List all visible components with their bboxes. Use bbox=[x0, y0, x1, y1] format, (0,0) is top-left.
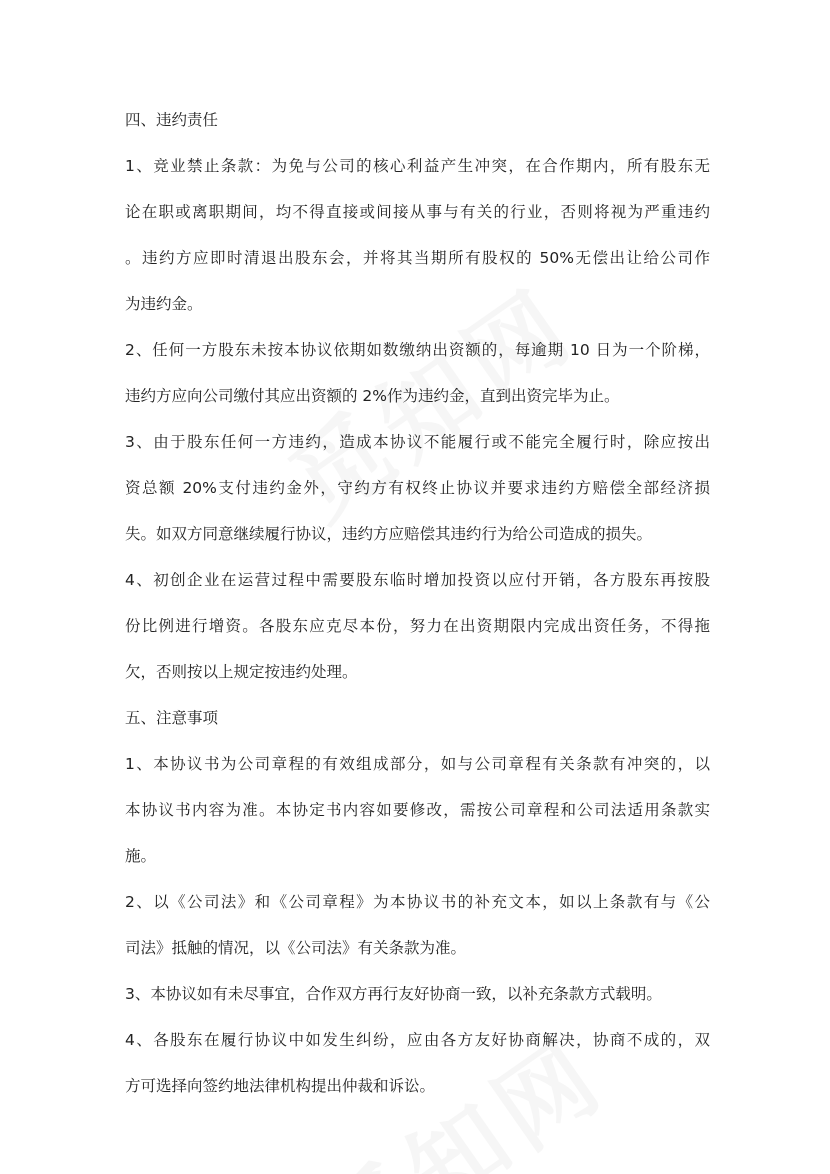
text-line: 欠，否则按以上规定按违约处理。 bbox=[125, 663, 358, 681]
text-line: 2、以《公司法》和《公司章程》为本协议书的补充文本，如以上条款有与《公 bbox=[125, 893, 710, 911]
text-line: 1、本协议书为公司章程的有效组成部分，如与公司章程有关条款有冲突的，以 bbox=[125, 755, 710, 773]
text-line: 违约方应向公司缴付其应出资额的 2%作为违约金，直到出资完毕为止。 bbox=[125, 387, 620, 405]
text-line: 1、竞业禁止条款：为免与公司的核心利益产生冲突，在合作期内，所有股东无 bbox=[125, 157, 710, 175]
text-line: 施。 bbox=[125, 847, 157, 865]
text-line: 3、本协议如有未尽事宜，合作双方再行友好协商一致，以补充条款方式载明。 bbox=[125, 985, 662, 1003]
text-line: 4、各股东在履行协议中如发生纠纷，应由各方友好协商解决，协商不成的，双 bbox=[125, 1031, 710, 1049]
section-heading-breach: 四、违约责任 bbox=[125, 111, 219, 129]
text-line: 论在职或离职期间，均不得直接或间接从事与有关的行业，否则将视为严重违约 bbox=[125, 203, 710, 221]
text-line: 份比例进行增资。各股东应克尽本份，努力在出资期限内完成出资任务，不得拖 bbox=[125, 617, 710, 635]
text-line: 本协议书内容为准。本协定书内容如要修改，需按公司章程和公司法适用条款实 bbox=[125, 801, 710, 819]
section-heading-notes: 五、注意事项 bbox=[125, 709, 219, 727]
text-line: 失。如双方同意继续履行协议，违约方应赔偿其违约行为给公司造成的损失。 bbox=[125, 525, 653, 543]
text-line: 。违约方应即时清退出股东会，并将其当期所有股权的 50%无偿出让给公司作 bbox=[125, 249, 710, 267]
text-line: 方可选择向签约地法律机构提出仲裁和诉讼。 bbox=[125, 1077, 436, 1095]
text-line: 3、由于股东任何一方违约，造成本协议不能履行或不能完全履行时，除应按出 bbox=[125, 433, 710, 451]
document-body bbox=[125, 108, 710, 1120]
text-line: 资总额 20%支付违约金外，守约方有权终止协议并要求违约方赔偿全部经济损 bbox=[125, 479, 710, 497]
text-line: 司法》抵触的情况，以《公司法》有关条款为准。 bbox=[125, 939, 467, 957]
text-line: 为违约金。 bbox=[125, 295, 203, 313]
text-line: 2、任何一方股东未按本协议依期如数缴纳出资额的，每逾期 10 日为一个阶梯， bbox=[125, 341, 710, 359]
text-line: 4、初创企业在运营过程中需要股东临时增加投资以应付开销，各方股东再按股 bbox=[125, 571, 710, 589]
